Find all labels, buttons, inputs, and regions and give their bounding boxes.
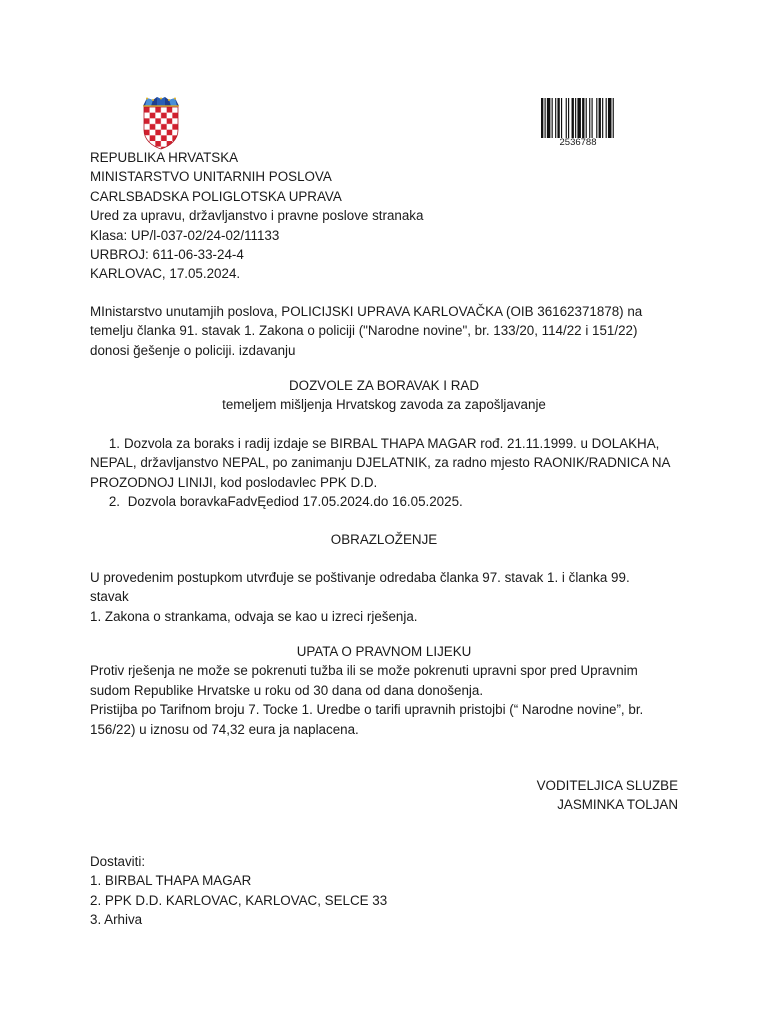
- intro-line: MInistarstvo unutamjih poslova, POLICIJSKI UPRAVA KARLOVAČKA (OIB 36162371878) na: [90, 304, 643, 319]
- intro-line: donosi ğešenje o policiji. izdavanju: [90, 342, 296, 358]
- signature-name: JASMINKA TOLJAN: [557, 797, 678, 813]
- explanation-title: OBRAZLOŽENJE: [330, 532, 438, 547]
- barcode-bar: [577, 98, 581, 138]
- item-text: PROZODNOJ LINIJI, kod poslodavlec PPK D.D.: [90, 474, 378, 490]
- barcode-bar: [596, 98, 597, 138]
- barcode-bar: [575, 98, 576, 138]
- barcode-bar: [572, 98, 574, 138]
- item-text: NEPAL, državljanstvo NEPAL, po zanimanju DJELATNIK, za radno mjesto RAONIK/RADNICA NA: [90, 455, 671, 471]
- barcode-bar: [589, 98, 590, 138]
- barcode-bar: [592, 98, 593, 138]
- barcode-bar: [582, 98, 584, 138]
- barcode-bar: [557, 98, 559, 138]
- barcode-bar: [547, 98, 551, 138]
- barcode-bar: [586, 98, 587, 138]
- delivery-label: Dostaviti:: [90, 854, 146, 869]
- barcode-bar: [613, 98, 614, 138]
- barcode-bar: [545, 98, 546, 138]
- item-text: Dozvola boravkaFadvĘediod 17.05.2024.do 16.05.2025.: [127, 494, 463, 510]
- explanation-line: 1. Zakona o strankama, odvaja se kao u izreci rješenja.: [90, 608, 418, 624]
- delivery-item: 3. Arhiva: [90, 912, 143, 928]
- legal-remedy-section: [90, 642, 690, 739]
- delivery-item: 1. BIRBAL THAPA MAGAR: [90, 873, 252, 889]
- header-line: Klasa: UP/l-037-02/24-02/11133: [90, 227, 280, 243]
- crown: [143, 97, 179, 106]
- barcode-bar: [602, 98, 603, 138]
- remedy-line: sudom Republike Hrvatske u roku od 30 dana od dana donošenja.: [90, 682, 484, 698]
- signature-block: [480, 776, 678, 815]
- barcode-bar: [541, 98, 543, 138]
- signature-role: VODITELJICA SLUZBE: [536, 778, 678, 793]
- list-item: [90, 492, 690, 511]
- header-line: URBROJ: 611-06-33-24-4: [90, 247, 244, 263]
- header-line: KARLOVAC, 17.05.2024.: [90, 266, 241, 282]
- barcode-bar: [599, 98, 601, 138]
- remedy-line: Pristijba po Tarifnom broju 7. Tocke 1. Uredbe o tarifi upravnih pristojbi (“ Narodne novine”, br.: [90, 702, 644, 718]
- barcode-bar: [568, 98, 569, 138]
- header-line: CARLSBADSKA POLIGLOTSKA UPRAVA: [90, 188, 342, 204]
- intro-line: temelju članka 91. stavak 1. Zakona o policiji ("Narodne novine", br. 133/20, 114/22 i 151/22): [90, 323, 638, 339]
- barcode-bar: [566, 98, 567, 138]
- delivery-list: [90, 852, 690, 930]
- header-line: MINISTARSTVO UNITARNIH POSLOVA: [90, 169, 332, 185]
- explanation-body: [90, 568, 690, 626]
- document-header: [90, 148, 690, 284]
- title-main: DOZVOLE ZA BORAVAK I RAD: [289, 378, 479, 393]
- barcode-bar: [608, 98, 612, 138]
- header-line: REPUBLIKA HRVATSKA: [90, 150, 239, 165]
- explanation-line: U provedenim postupkom utvrđuje se poštivanje odredaba članka 97. stavak 1. i članka 99.: [90, 570, 630, 585]
- remedy-line: 156/22) u iznosu od 74,32 eura ja naplacena.: [90, 721, 359, 737]
- barcode-number: 2536788: [559, 137, 597, 148]
- intro-paragraph: [90, 302, 690, 360]
- header-line: Ured za upravu, državljanstvo i pravne poslove stranaka: [90, 208, 424, 224]
- item-number: 1.: [108, 436, 120, 451]
- item-number: 2.: [108, 494, 120, 510]
- coat-of-arms-icon: [140, 96, 182, 150]
- item-text: Dozvola za boraks i radij izdaje se BIRBAL THAPA MAGAR rođ. 21.11.1999. u DOLAKHA,: [124, 436, 660, 451]
- barcode-icon: [541, 98, 615, 138]
- barcode-bar: [606, 98, 607, 138]
- delivery-item: 2. PPK D.D. KARLOVAC, KARLOVAC, SELCE 33: [90, 892, 388, 908]
- decision-items: [90, 434, 690, 512]
- barcode-bar: [561, 98, 562, 138]
- title-sub: temeljem mišljenja Hrvatskog zavoda za zapošljavanje: [222, 397, 546, 413]
- legal-remedy-title: UPATA O PRAVNOM LIJEKU: [296, 644, 472, 659]
- remedy-line: Protiv rješenja ne može se pokrenuti tužba ili se može pokrenuti upravni spor pred Upravnim: [90, 663, 638, 679]
- decision-title: [90, 376, 678, 415]
- explanation-line: stavak: [90, 589, 129, 605]
- barcode-bar: [552, 98, 553, 138]
- list-item: [90, 434, 690, 453]
- barcode-bar: [555, 98, 556, 138]
